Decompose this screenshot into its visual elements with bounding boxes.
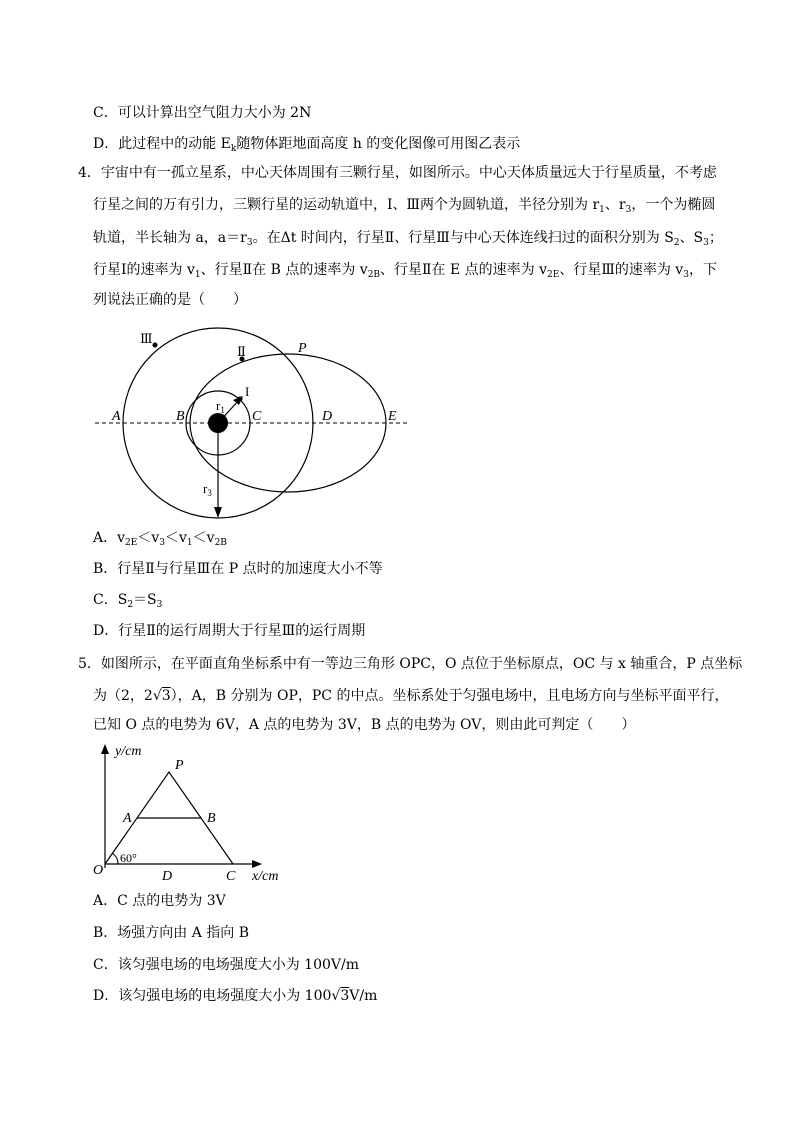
label-D: D: [162, 869, 173, 884]
q5-stem-line1: 5．如图所示，在平面直角坐标系中有一等边三角形 OPC，O 点位于坐标原点，OC 与 x 轴重合，P 点坐标: [78, 656, 743, 672]
label-O: O: [93, 863, 104, 878]
q4-orbit-figure: [90, 318, 420, 523]
label-y: y/cm: [115, 744, 142, 759]
q3-option-d: D．此过程中的动能 $E_k$随物体距地面高度 h 的变化图像可用图乙表示: [93, 136, 521, 154]
label-I: I: [245, 384, 250, 399]
label-A: A: [112, 409, 121, 424]
q4-option-d: D．行星Ⅱ的运行周期大于行星Ⅲ的运行周期: [93, 623, 366, 639]
q4-stem-line2: 行星之间的万有引力，三颗行星的运动轨道中，Ⅰ、Ⅲ两个为圆轨道，半径分别为 $r_1$、$r_3$，一个为椭圆: [93, 197, 716, 215]
label-E: E: [388, 409, 397, 424]
label-B: B: [176, 409, 185, 424]
q3-option-c: C．可以计算出空气阻力大小为 2N: [93, 105, 312, 121]
sqrt-symbol: √3: [331, 988, 350, 1004]
q4-option-c: C．$S_2=S_3$: [93, 592, 163, 610]
q4-stem-line3: 轨道，半长轴为 a，$a=r_3$。在Δt 时间内，行星Ⅱ、行星Ⅲ与中心天体连线扫过的面积分别为 $S_2$、$S_3$；: [93, 230, 723, 248]
q4-option-b: B．行星Ⅱ与行星Ⅲ在 P 点时的加速度大小不等: [93, 561, 383, 577]
label-C: C: [252, 409, 262, 424]
q5-option-b: B．场强方向由 A 指向 B: [93, 925, 250, 941]
planet-I: [238, 397, 243, 402]
label-C: C: [226, 869, 236, 884]
label-A: A: [123, 811, 132, 826]
label-P: P: [175, 758, 184, 773]
r3-arrowhead: [214, 507, 222, 518]
q4-stem-line4: 行星Ⅰ的速率为 $v_1$、行星Ⅱ在 B 点的速率为 $v_{2B}$、行星Ⅱ在 E 点的速率为 $v_{2E}$、行星Ⅲ的速率为 $v_3$，下: [93, 262, 717, 280]
q5-option-d: D．该匀强电场的电场强度大小为 100√3V/m: [93, 988, 378, 1004]
y-axis-arrow: [101, 744, 109, 754]
q5-triangle-figure: [88, 740, 298, 885]
q5-stem-line2: 为（2，2√3），A，B 分别为 OP，PC 的中点。坐标系处于匀强电场中，且电场方向与坐标平面平行，: [93, 688, 729, 704]
label-D: D: [322, 409, 333, 424]
q4-stem-line5: 列说法正确的是（ ）: [93, 292, 247, 308]
label-r3: $r_3$: [203, 481, 212, 498]
label-III: Ⅲ: [140, 331, 153, 346]
x-axis-arrow: [252, 860, 262, 868]
sqrt-symbol: √3: [152, 688, 171, 704]
label-r1: $r_1$: [216, 398, 225, 415]
q4-option-a: A．$v_{2E}<v_3<v_1<v_{2B}$: [93, 530, 227, 548]
label-angle: 60°: [120, 851, 137, 865]
q5-option-c: C．该匀强电场的电场强度大小为 100V/m: [93, 957, 359, 973]
label-P: P: [298, 341, 307, 356]
q5-stem-line3: 已知 O 点的电势为 6V，A 点的电势为 3V，B 点的电势为 OV，则由此可判定（ ）: [93, 717, 636, 733]
q5-option-a: A．C 点的电势为 3V: [93, 893, 226, 909]
planet-III: [153, 343, 158, 348]
label-x: x/cm: [252, 869, 279, 884]
label-B: B: [207, 811, 216, 826]
label-II: Ⅱ: [237, 344, 246, 359]
angle-arc: [112, 853, 118, 864]
q4-stem-line1: 4．宇宙中有一孤立星系，中心天体周围有三颗行星，如图所示。中心天体质量远大于行星质量，不考虑: [78, 165, 717, 181]
